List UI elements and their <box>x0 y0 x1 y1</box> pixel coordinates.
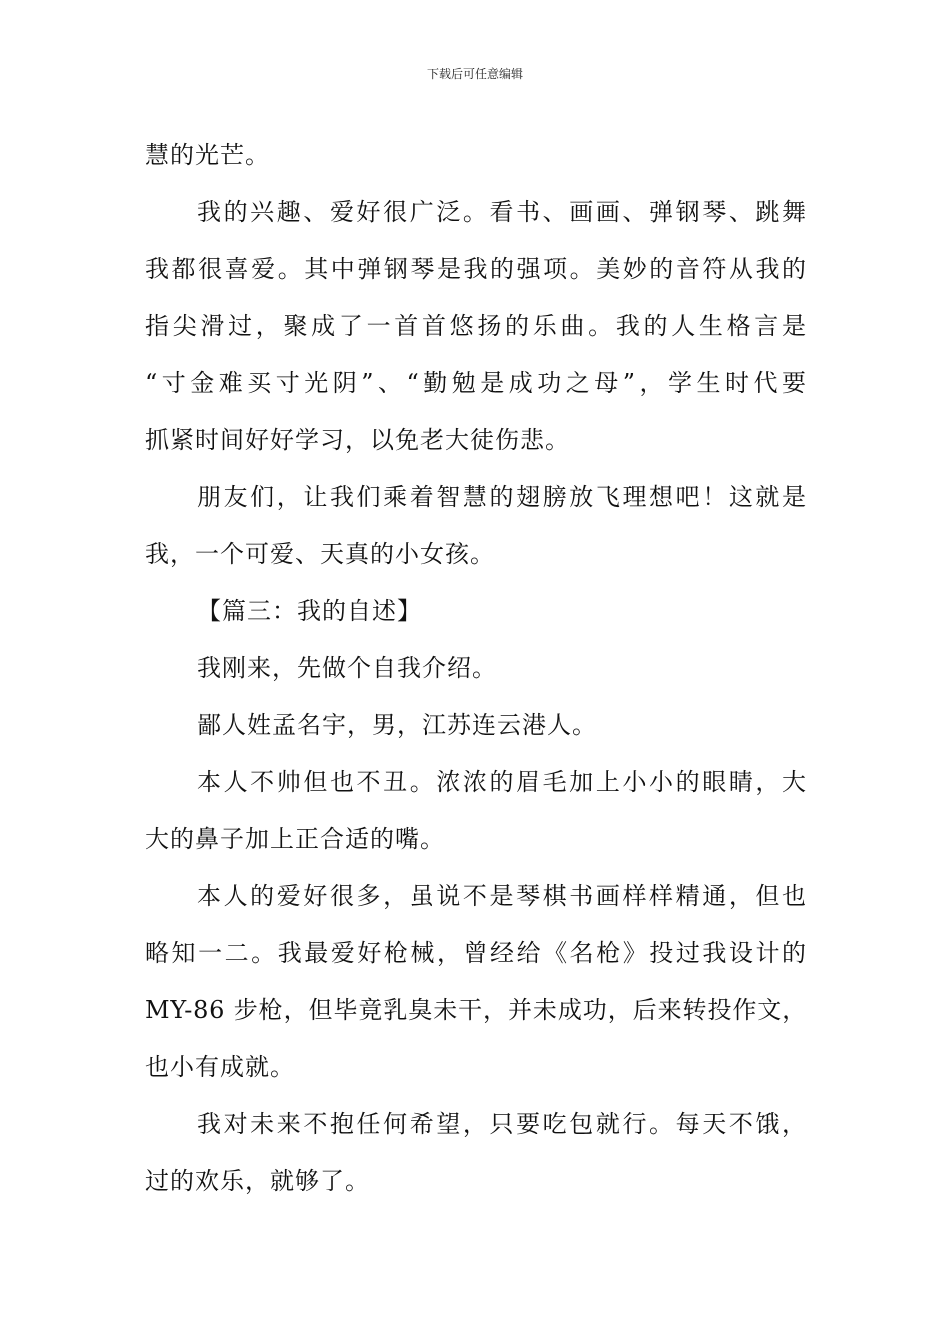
text-line: 慧的光芒。 <box>145 141 270 169</box>
text-line: MY-86 步枪，但毕竟乳臭未干，并未成功，后来转投作文， <box>145 996 807 1024</box>
text-line: 朋友们，让我们乘着智慧的翅膀放飞理想吧！这就是 <box>197 483 807 511</box>
text-line: 我的兴趣、爱好很广泛。看书、画画、弹钢琴、跳舞 <box>197 198 807 226</box>
text-line: 大的鼻子加上正合适的嘴。 <box>145 825 445 853</box>
text-line: 【篇三：我的自述】 <box>197 597 422 625</box>
text-line: 鄙人姓孟名宇，男，江苏连云港人。 <box>197 711 597 739</box>
text-line: 我刚来，先做个自我介绍。 <box>197 654 497 682</box>
text-line: 我对未来不抱任何希望，只要吃包就行。每天不饿， <box>197 1110 807 1138</box>
text-line: 过的欢乐，就够了。 <box>145 1167 370 1195</box>
text-line: 本人的爱好很多，虽说不是琴棋书画样样精通，但也 <box>197 882 807 910</box>
text-line: 也小有成就。 <box>145 1053 295 1081</box>
text-line: 略知一二。我最爱好枪械，曾经给《名枪》投过我设计的 <box>145 939 807 967</box>
page-header: 下载后可任意编辑 <box>426 67 523 81</box>
text-line: 指尖滑过，聚成了一首首悠扬的乐曲。我的人生格言是 <box>145 312 807 340</box>
body-text <box>145 127 807 1210</box>
text-line: 抓紧时间好好学习，以免老大徒伤悲。 <box>145 426 570 454</box>
text-line: “寸金难买寸光阴”、“勤勉是成功之母”，学生时代要 <box>145 369 807 397</box>
text-line: 我，一个可爱、天真的小女孩。 <box>145 540 495 568</box>
text-line: 我都很喜爱。其中弹钢琴是我的强项。美妙的音符从我的 <box>145 255 807 283</box>
text-line: 本人不帅但也不丑。浓浓的眉毛加上小小的眼睛，大 <box>197 768 807 796</box>
